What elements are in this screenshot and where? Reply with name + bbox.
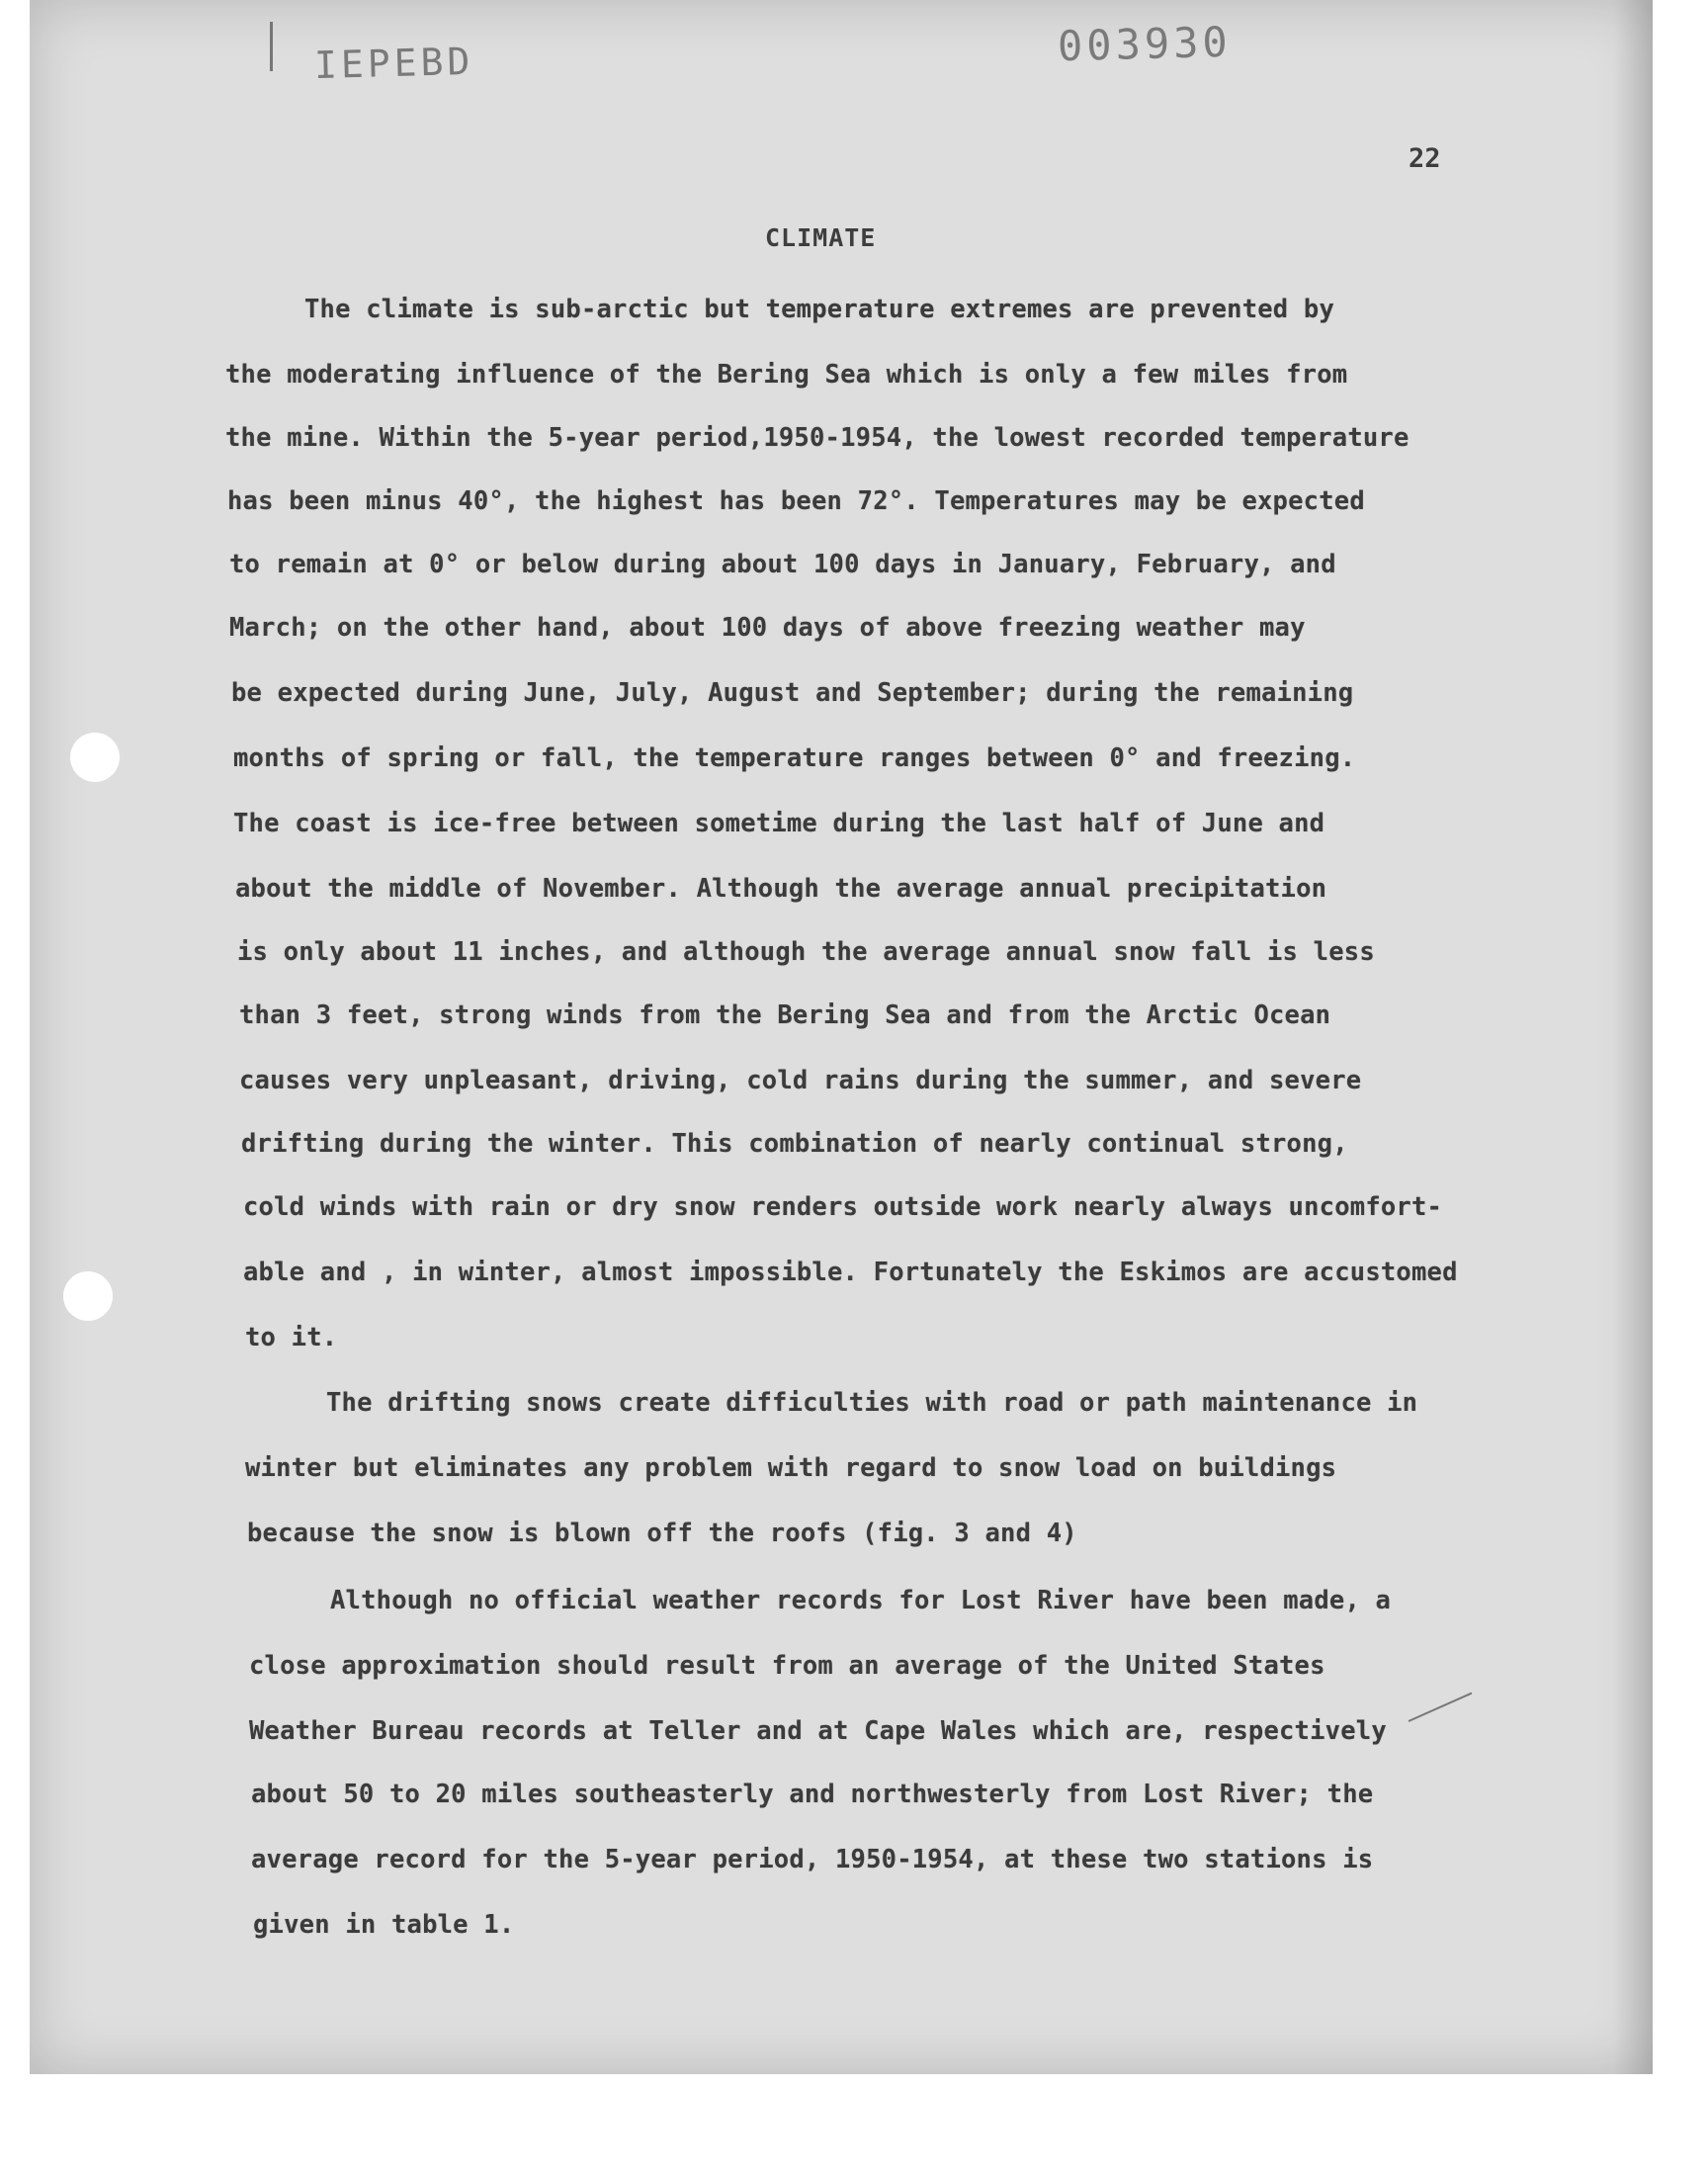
stray-pen-mark <box>1409 1693 1473 1722</box>
text-line: Although no official weather records for Lost River have been made, a <box>330 1586 1392 1615</box>
text-line: close approximation should result from an average of the United States <box>249 1651 1325 1681</box>
text-line: The coast is ice-free between sometime during the last half of June and <box>233 809 1325 838</box>
text-line: the mine. Within the 5-year period,1950-1954, the lowest recorded temperature <box>225 423 1409 453</box>
text-line: about 50 to 20 miles southeasterly and northwesterly from Lost River; the <box>251 1780 1374 1809</box>
punch-hole-top <box>70 733 120 782</box>
text-line: average record for the 5-year period, 1950-1954, at these two stations is <box>251 1845 1374 1874</box>
text-line: given in table 1. <box>253 1910 515 1940</box>
scanned-page <box>30 0 1653 2074</box>
text-line: to it. <box>245 1323 338 1352</box>
text-line: because the snow is blown off the roofs (fig. 3 and 4) <box>247 1519 1077 1548</box>
page-number: 22 <box>1409 143 1441 174</box>
page-edge-shadow <box>1613 0 1653 2074</box>
text-line: has been minus 40°, the highest has been 72°. Temperatures may be expected <box>227 486 1365 516</box>
text-line: cold winds with rain or dry snow renders outside work nearly always uncomfort- <box>243 1192 1443 1222</box>
text-line: winter but eliminates any problem with regard to snow load on buildings <box>245 1453 1337 1483</box>
text-line: the moderating influence of the Bering Sea which is only a few miles from <box>225 360 1348 390</box>
text-line: about the middle of November. Although the average annual precipitation <box>235 874 1327 904</box>
text-line: The drifting snows create difficulties with road or path maintenance in <box>326 1388 1418 1418</box>
page-title: CLIMATE <box>765 223 877 252</box>
text-line: drifting during the winter. This combination of nearly continual strong, <box>241 1129 1348 1159</box>
text-line: be expected during June, July, August and September; during the remaining <box>231 678 1354 708</box>
text-line: The climate is sub-arctic but temperature extremes are prevented by <box>304 295 1335 324</box>
stray-pen-mark <box>270 22 273 71</box>
text-line: than 3 feet, strong winds from the Bering Sea and from the Arctic Ocean <box>239 1000 1331 1030</box>
text-line: months of spring or fall, the temperature ranges between 0° and freezing. <box>233 743 1356 773</box>
text-line: is only about 11 inches, and although the average annual snow fall is less <box>237 937 1375 967</box>
text-line: March; on the other hand, about 100 days of above freezing weather may <box>229 613 1306 643</box>
text-line: Weather Bureau records at Teller and at Cape Wales which are, respectively <box>249 1716 1387 1746</box>
handwritten-note-left: IEPEBD <box>313 39 474 88</box>
text-line: to remain at 0° or below during about 100 days in January, February, and <box>229 550 1336 579</box>
handwritten-number-right: 003930 <box>1057 17 1233 71</box>
text-line: causes very unpleasant, driving, cold rains during the summer, and severe <box>239 1066 1362 1095</box>
text-line: able and , in winter, almost impossible. Fortunately the Eskimos are accustomed <box>243 1258 1458 1287</box>
punch-hole-bottom <box>63 1271 113 1321</box>
